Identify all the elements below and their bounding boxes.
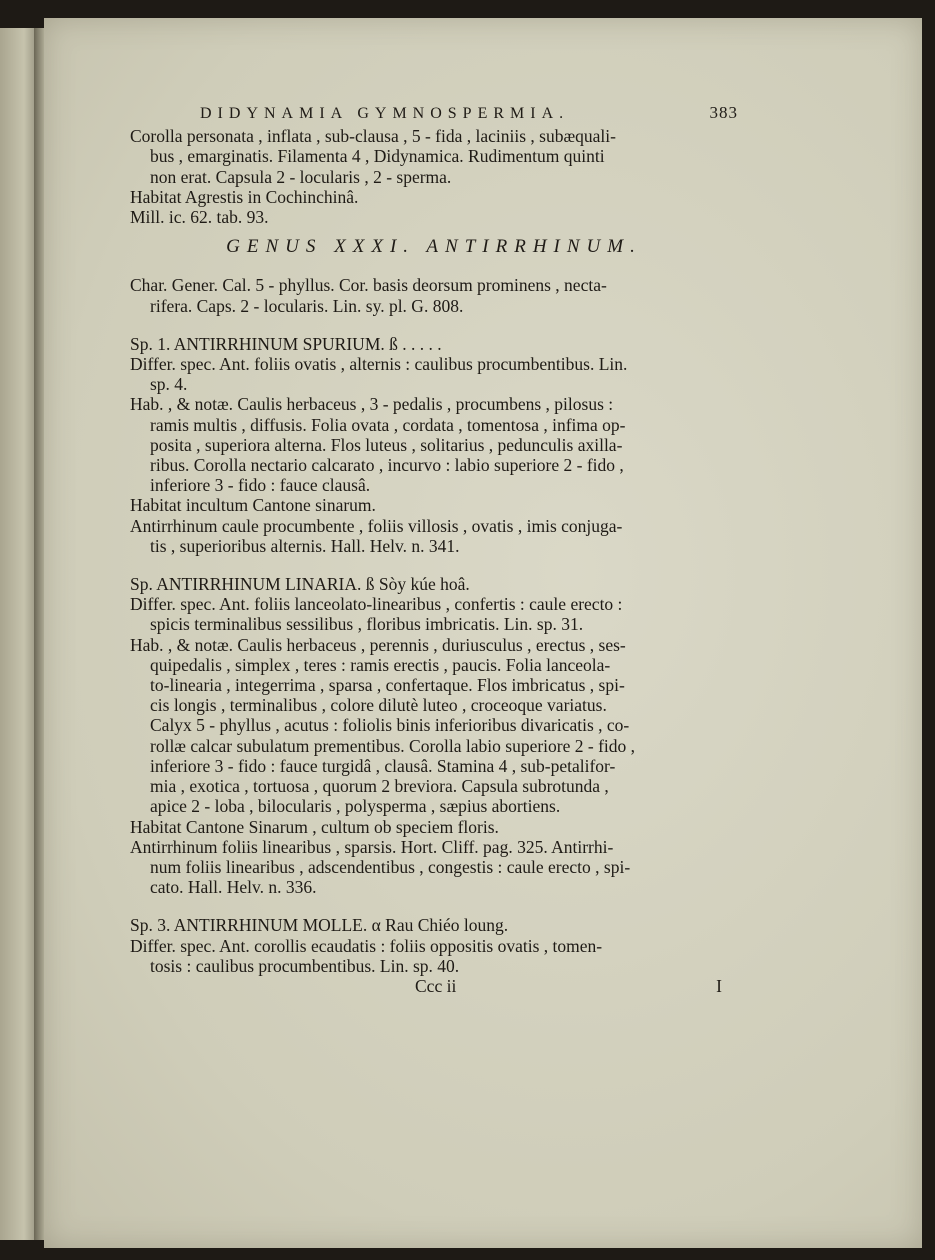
text-line: Hab. , & notæ. Caulis herbaceus , perennis , duriusculus , erectus , ses-	[130, 634, 626, 655]
text-line: Differ. spec. Ant. foliis lanceolato-linearibus , confertis : caule erecto :	[130, 594, 623, 615]
text-line: sp. 4.	[150, 374, 188, 395]
species-heading: Sp. 3. ANTIRRHINUM MOLLE. α Rau Chiéo loung.	[130, 915, 509, 936]
species-heading: Sp. ANTIRRHINUM LINARIA. ß Sòy kúe hoâ.	[130, 574, 470, 595]
text-line: Differ. spec. Ant. corollis ecaudatis : foliis oppositis ovatis , tomen-	[130, 935, 603, 956]
page-number: 383	[709, 103, 738, 122]
text-line: cis longis , terminalibus , colore dilutè luteo , croceoque variatus.	[150, 695, 607, 716]
generic-characters	[130, 275, 738, 315]
text-line: mia , exotica , tortuosa , quorum 2 breviora. Capsula subrotunda ,	[150, 776, 609, 797]
text-line: ramis multis , diffusis. Folia ovata , cordata , tomentosa , infima op-	[150, 414, 626, 435]
text-line: rifera. Caps. 2 - locularis. Lin. sy. pl. G. 808.	[150, 295, 464, 316]
genus-heading: GENUS XXXI. ANTIRRHINUM.	[226, 236, 642, 258]
text-line: Char. Gener. Cal. 5 - phyllus. Cor. basis deorsum prominens , necta-	[130, 275, 607, 296]
species-3	[130, 915, 738, 976]
habitat-line: Habitat Agrestis in Cochinchinâ.	[130, 186, 359, 207]
text-line: non erat. Capsula 2 - locularis , 2 - sperma.	[150, 166, 452, 187]
text-line: num foliis linearibus , adscendentibus , congestis : caule erecto , spi-	[150, 856, 631, 877]
text-line: tis , superioribus alternis. Hall. Helv. n. 341.	[150, 535, 460, 556]
running-head	[130, 103, 738, 124]
text-line: Hab. , & notæ. Caulis herbaceus , 3 - pedalis , procumbens , pilosus :	[130, 394, 614, 415]
reference-line: Mill. ic. 62. tab. 93.	[130, 207, 269, 228]
habitat-line: Habitat incultum Cantone sinarum.	[130, 495, 376, 516]
text-line: inferiore 3 - fido : fauce clausâ.	[150, 475, 371, 496]
text-line: quipedalis , simplex , teres : ramis erectis , paucis. Folia lanceola-	[150, 654, 611, 675]
text-line: Differ. spec. Ant. foliis ovatis , alternis : caulibus procumbentibus. Lin.	[130, 354, 628, 375]
footer-mark: I	[716, 975, 722, 996]
text-line: posita , superiora alterna. Flos luteus , solitarius , pedunculis axilla-	[150, 434, 623, 455]
text-line: ribus. Corolla nectario calcarato , incurvo : labio superiore 2 - fido ,	[150, 455, 624, 476]
species-2	[130, 574, 738, 897]
text-line: apice 2 - loba , bilocularis , polysperma , sæpius abortiens.	[150, 796, 561, 817]
species-heading: Sp. 1. ANTIRRHINUM SPURIUM. ß . . . . .	[130, 333, 442, 354]
text-line: Antirrhinum caule procumbente , foliis villosis , ovatis , imis conjuga-	[130, 515, 623, 536]
page-footer	[130, 976, 738, 996]
running-title: DIDYNAMIA GYMNOSPERMIA.	[200, 105, 570, 122]
text-line: bus , emarginatis. Filamenta 4 , Didynamica. Rudimentum quinti	[150, 146, 605, 167]
text-line: spicis terminalibus sessilibus , floribus imbricatis. Lin. sp. 31.	[150, 614, 584, 635]
text-line: inferiore 3 - fido : fauce turgidâ , clausâ. Stamina 4 , sub-petalifor-	[150, 755, 616, 776]
text-line: Corolla personata , inflata , sub-clausa , 5 - fida , laciniis , subæquali-	[130, 126, 616, 147]
text-line: rollæ calcar subulatum prementibus. Corolla labio superiore 2 - fido ,	[150, 735, 636, 756]
text-line: cato. Hall. Helv. n. 336.	[150, 877, 317, 898]
text-line: Antirrhinum foliis linearibus , sparsis. Hort. Cliff. pag. 325. Antirrhi-	[130, 836, 614, 857]
habitat-line: Habitat Cantone Sinarum , cultum ob speciem floris.	[130, 816, 499, 837]
page-text	[130, 103, 738, 996]
text-line: tosis : caulibus procumbentibus. Lin. sp. 40.	[150, 955, 460, 976]
signature-mark: Ccc ii	[415, 975, 457, 996]
text-line: to-linearia , integerrima , sparsa , confertaque. Flos imbricatus , spi-	[150, 675, 625, 696]
species-1	[130, 334, 738, 556]
text-line: Calyx 5 - phyllus , acutus : foliolis binis inferioribus divaricatis , co-	[150, 715, 630, 736]
continued-description	[130, 126, 738, 227]
